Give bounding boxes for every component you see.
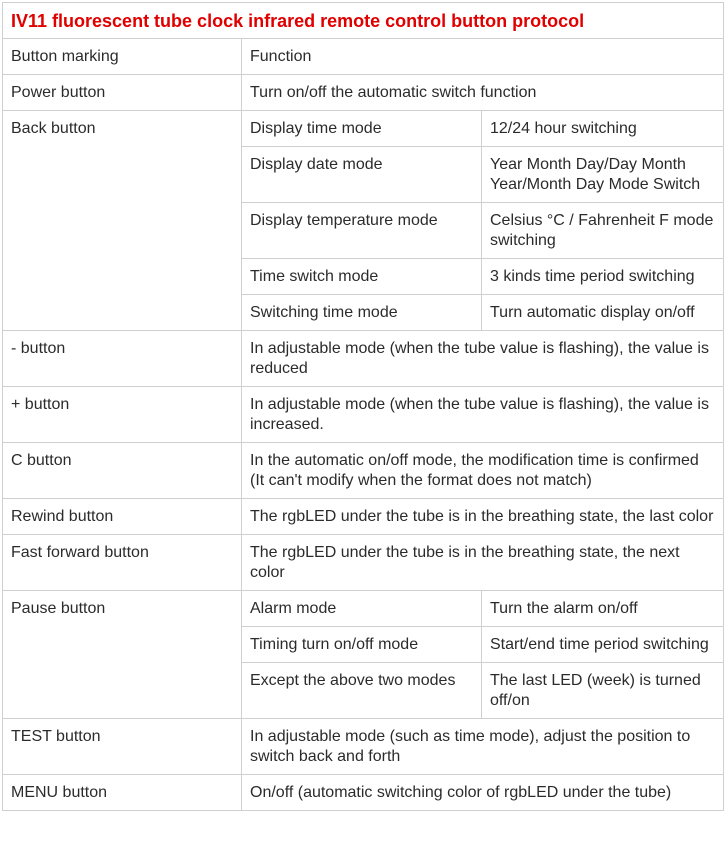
mode-cell: Time switch mode [242,259,482,295]
function-cell: In adjustable mode (such as time mode), adjust the position to switch back and forth [242,719,724,775]
button-cell: Rewind button [3,499,242,535]
action-cell: Start/end time period switching [482,627,724,663]
table-row [3,499,724,535]
table-row [3,443,724,499]
action-cell: Year Month Day/Day Month Year/Month Day Mode Switch [482,147,724,203]
table-row [3,111,724,147]
mode-cell: Switching time mode [242,295,482,331]
button-cell: Power button [3,75,242,111]
action-cell: Turn automatic display on/off [482,295,724,331]
header-row [3,39,724,75]
protocol-table [2,2,724,811]
mode-cell: Display temperature mode [242,203,482,259]
mode-cell: Display time mode [242,111,482,147]
table-row [3,591,724,627]
action-cell: 3 kinds time period switching [482,259,724,295]
table-row [3,775,724,811]
function-cell: In the automatic on/off mode, the modification time is confirmed (It can't modify when the format does not match) [242,443,724,499]
table-title: IV11 fluorescent tube clock infrared remote control button protocol [3,3,724,39]
action-cell: The last LED (week) is turned off/on [482,663,724,719]
button-cell: - button [3,331,242,387]
table-row [3,535,724,591]
button-cell: C button [3,443,242,499]
table-row [3,331,724,387]
button-cell: Pause button [3,591,242,719]
function-cell: Turn on/off the automatic switch function [242,75,724,111]
header-button-marking: Button marking [3,39,242,75]
button-cell: Fast forward button [3,535,242,591]
table-row [3,719,724,775]
mode-cell: Timing turn on/off mode [242,627,482,663]
mode-cell: Display date mode [242,147,482,203]
action-cell: Turn the alarm on/off [482,591,724,627]
mode-cell: Alarm mode [242,591,482,627]
action-cell: 12/24 hour switching [482,111,724,147]
header-function: Function [242,39,724,75]
function-cell: The rgbLED under the tube is in the breathing state, the next color [242,535,724,591]
button-cell: + button [3,387,242,443]
title-row [3,3,724,39]
function-cell: In adjustable mode (when the tube value is flashing), the value is increased. [242,387,724,443]
button-cell: MENU button [3,775,242,811]
protocol-table-container [2,2,723,811]
function-cell: In adjustable mode (when the tube value is flashing), the value is reduced [242,331,724,387]
mode-cell: Except the above two modes [242,663,482,719]
function-cell: The rgbLED under the tube is in the breathing state, the last color [242,499,724,535]
table-row [3,75,724,111]
button-cell: TEST button [3,719,242,775]
table-row [3,387,724,443]
action-cell: Celsius °C / Fahrenheit F mode switching [482,203,724,259]
button-cell: Back button [3,111,242,331]
function-cell: On/off (automatic switching color of rgbLED under the tube) [242,775,724,811]
